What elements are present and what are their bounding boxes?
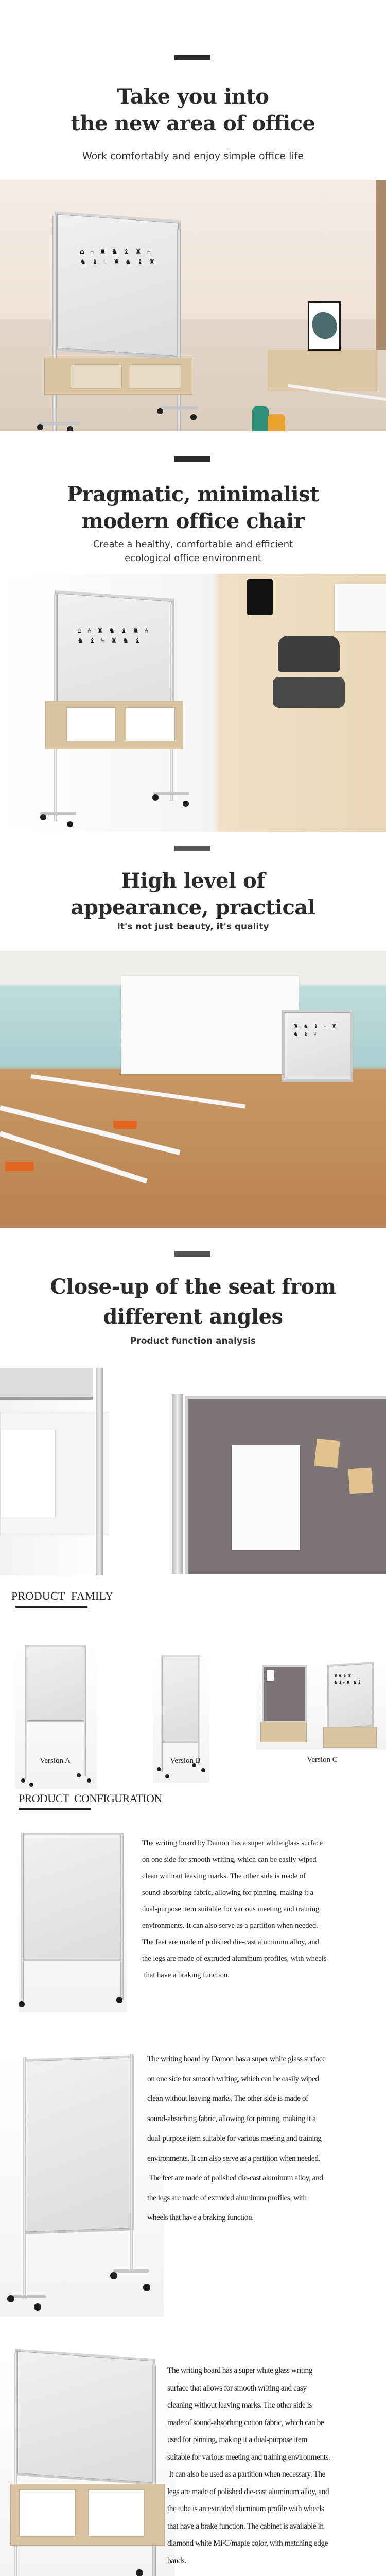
caster-wheel	[67, 821, 73, 827]
caster-wheel	[67, 426, 73, 431]
text-line: on one side for smooth writing, which can be easily wiped	[142, 1856, 317, 1864]
sideboard	[268, 350, 378, 391]
mesh-office-chair	[278, 636, 340, 672]
orange-seat	[113, 1121, 137, 1129]
title-line: Pragmatic, minimalist	[66, 482, 320, 506]
whiteboard-foot	[160, 406, 198, 410]
training-table	[0, 1105, 181, 1155]
maple-cabinet	[45, 701, 183, 749]
text-line: that have a brake function. The cabinet is available in	[167, 2521, 324, 2531]
sketch-drawing: ⌂ ⑃ ♜ ♞ ♝ ♜ ⑃ ♞ ♝ ⑂ ♜ ♞ ♝ ♜	[80, 248, 157, 266]
product-configuration-heading: PRODUCT CONFIGURATION	[19, 1792, 162, 1805]
text-line: clean without leaving marks. The other side is made of	[142, 1872, 306, 1880]
configuration-description	[147, 2049, 385, 2228]
text-line: It can also be used as a partition when necessary. The	[167, 2470, 325, 2479]
mesh-office-chair	[273, 677, 345, 708]
text-line: The writing board by Damon has a super white glass surface	[147, 2055, 326, 2063]
configuration-description	[167, 2362, 386, 2569]
text-line: used for pinning, making it a dual-purpose item	[167, 2435, 307, 2444]
title-line: appearance, practical	[71, 895, 315, 920]
text-line: that have a braking function.	[142, 1971, 230, 1979]
text-line: legs are made of polished die-cast aluminum alloy, and	[167, 2487, 329, 2496]
section-divider	[174, 1251, 210, 1257]
office-scene-whiteboard-cabinet-image	[0, 180, 386, 431]
version-label: Version B	[170, 1757, 201, 1765]
aluminium-profile	[172, 1394, 183, 1574]
section-subtitle: Work comfortably and enjoy simple office life	[82, 150, 304, 162]
maple-cabinet	[44, 358, 192, 395]
version-c-product-image: ♜♞♝♜ ♞♝⑃♜ ♞♝	[256, 1663, 386, 1750]
title-line: Take you into	[117, 84, 269, 109]
wall-panel	[376, 180, 386, 350]
sticky-note	[348, 1467, 373, 1494]
configuration-description	[142, 1835, 384, 1984]
training-table	[30, 1074, 245, 1108]
text-line: environments. It can also serve as a partition when needed.	[142, 1922, 318, 1930]
green-chair	[252, 406, 269, 431]
caster-wheel	[40, 814, 46, 820]
section-subtitle: It's not just beauty, it's quality	[117, 922, 269, 932]
title-line: modern office chair	[81, 509, 305, 533]
pinboard-closeup-image	[170, 1368, 386, 1574]
text-line: on one side for smooth writing, which can be easily wiped	[147, 2074, 319, 2083]
product-family-heading: PRODUCT FAMILY	[11, 1589, 114, 1602]
text-line: The writing board by Damon has a super white glass surface	[142, 1839, 323, 1848]
section-subtitle	[0, 537, 386, 565]
section-title	[0, 481, 386, 535]
text-line: The feet are made of polished die-cast aluminum alloy, and	[142, 1938, 319, 1946]
table-top	[335, 584, 386, 631]
text-line: the legs are made of extruded aluminum profiles, with	[147, 2193, 307, 2202]
whiteboard	[282, 1010, 353, 1082]
title-line: different angles	[103, 1304, 283, 1329]
projection-screen	[121, 976, 299, 1074]
version-c-configuration-image	[0, 2353, 175, 2576]
whiteboard	[55, 211, 181, 359]
text-line: The writing board has a super white glass writing	[167, 2366, 312, 2375]
orange-seat	[5, 1162, 34, 1171]
text-line: sound-absorbing fabric, allowing for pinning, making it a	[142, 1889, 314, 1897]
sticky-note	[314, 1439, 340, 1468]
whiteboard-leg	[177, 229, 181, 431]
text-line: cleaning without leaving marks. The other side is	[167, 2401, 312, 2410]
section-title	[0, 868, 386, 921]
version-label: Version C	[307, 1756, 338, 1764]
sketch-drawing: ⌂ ⑃ ♜ ♞ ♝ ♜ ⑃ ♞ ♝ ⑂ ♜ ♞ ♝	[77, 626, 150, 645]
text-line: dual-purpose item suitable for various meeting and training	[142, 1905, 320, 1913]
training-room-scene-image	[0, 951, 386, 1228]
pinned-document	[232, 1445, 300, 1550]
text-line: the tube is an extruded aluminum profile with wheels	[167, 2504, 324, 2513]
whiteboard-with-mesh-office-chairs-image	[0, 574, 386, 832]
text-line: clean without leaving marks. The other side is made of	[147, 2094, 308, 2103]
orange-chair	[268, 414, 285, 431]
section-title	[0, 1272, 386, 1332]
section-divider	[174, 55, 210, 60]
version-label: Version A	[40, 1757, 71, 1765]
whiteboard-foot	[39, 422, 80, 425]
text-line: environments. It can also serve as a partition when needed.	[147, 2154, 320, 2163]
caster-wheel	[37, 424, 43, 430]
caster-wheel	[152, 794, 159, 801]
whiteboard-foot	[153, 792, 189, 795]
text-line: suitable for various meeting and training environments.	[167, 2452, 330, 2462]
heading-underline	[19, 1808, 91, 1810]
version-b-configuration-image	[0, 2053, 164, 2317]
sketch-drawing: ♜ ♞ ♝ ⑃ ♜ ♞ ♝ ⑂	[293, 1023, 339, 1038]
text-line: The feet are made of polished die-cast aluminum alloy, and	[147, 2174, 323, 2182]
heading-underline	[15, 1606, 87, 1608]
text-line: dual-purpose item suitable for various meeting and training	[147, 2134, 322, 2143]
version-a-configuration-image	[19, 1831, 127, 2012]
text-line: diamond white MFC/maple color, with matching edge	[167, 2539, 328, 2548]
subtitle-line: ecological office environment	[125, 553, 261, 564]
version-a-product-image	[15, 1643, 97, 1789]
text-line: surface that allows for smooth writing and easy	[167, 2383, 307, 2393]
framed-picture	[308, 301, 341, 351]
caster-wheel	[183, 801, 189, 807]
aluminium-profile	[96, 1368, 103, 1575]
caster-wheel	[190, 414, 197, 420]
whiteboard-leg	[52, 216, 57, 431]
title-line: High level of	[121, 869, 265, 893]
caster-wheel	[157, 408, 163, 414]
title-line: Close-up of the seat from	[50, 1275, 336, 1299]
text-line: sound-absorbing fabric, allowing for pinning, making it a	[147, 2114, 316, 2123]
text-line: wheels that have a braking function.	[147, 2213, 254, 2222]
subtitle-line: Create a healthy, comfortable and efficient	[93, 539, 293, 550]
section-divider	[174, 456, 210, 462]
pen-holder	[247, 579, 273, 615]
text-line: the legs are made of extruded aluminum profiles, with wheels	[142, 1955, 327, 1963]
section-subtitle: Product function analysis	[130, 1336, 256, 1346]
section-title	[0, 83, 386, 137]
cabinet-closeup-image	[0, 1368, 109, 1575]
title-line: the new area of office	[71, 111, 315, 135]
section-divider	[174, 846, 210, 851]
text-line: made of sound-absorbing cotton fabric, which can be	[167, 2418, 324, 2427]
text-line: bands.	[167, 2556, 187, 2565]
